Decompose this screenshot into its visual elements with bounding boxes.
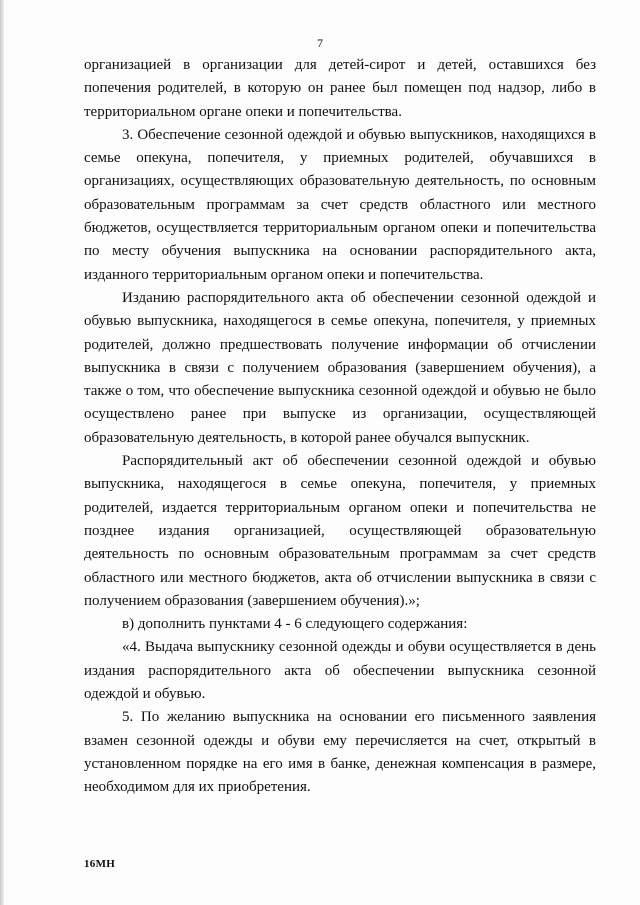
paragraph-issuance-timing: Распорядительный акт об обеспечении сезонной одеждой и обувью выпускника, находящегося в семье опекуна, попечителя, у приемных родителей, издается территориальным органом опеки и попечительства не позднее издания организацией, осуществляющей образовательную деятельность по основным образовательным программам за счет средств областного или местного бюджетов, акта об отчислении выпускника в связи с получением образования (завершением обучения).»; [84, 453, 596, 609]
paragraph-continuation: организацией в организации для детей-сирот и детей, оставшихся без попечения родителей, в которую он ранее был помещен под надзор, либо в территориальном органе опеки и попечительства. [84, 57, 596, 120]
page-number: 7 [317, 36, 323, 50]
scan-edge [0, 0, 4, 905]
paragraph-item-3: 3. Обеспечение сезонной одеждой и обувью выпускников, находящихся в семье опекуна, попечителя, у приемных родителей, обучавшихся в организациях, осуществляющих образовательную деятельность, по основным образовательным программам за счет средств областного или местного бюджетов, осуществляется территориальным органом опеки и попечительства по месту обучения выпускника на основании распорядительного акта, изданного территориальным органом опеки и попечительства. [84, 126, 596, 283]
paragraph-amendment-intro: в) дополнить пунктами 4 - 6 следующего содержания: [122, 616, 468, 633]
paragraph-item-4: «4. Выдача выпускнику сезонной одежды и обуви осуществляется в день издания распорядительного акта об обеспечении выпускника сезонной одеждой и обувью. [84, 639, 596, 703]
paragraph-item-5: 5. По желанию выпускника на основании его письменного заявления взамен сезонной одежды и обуви ему перечисляется на счет, открытый в установленном порядке на его имя в банке, денежная компенсация в размере, необходимом для их приобретения. [84, 709, 596, 796]
footer-code: 16МН [84, 858, 116, 870]
document-body [84, 54, 596, 800]
paragraph-issuance-precondition: Изданию распорядительного акта об обеспечении сезонной одеждой и обувью выпускника, находящегося в семье опекуна, попечителя, у приемных родителей, должно предшествовать получение информации об отчислении выпускника в связи с получением образования (завершением обучения), а также о том, что обеспечение выпускника сезонной одеждой и обувью не было осуществлено ранее при выпуске из организации, осуществляющей образовательную деятельность, в которой ранее обучался выпускник. [84, 289, 596, 446]
